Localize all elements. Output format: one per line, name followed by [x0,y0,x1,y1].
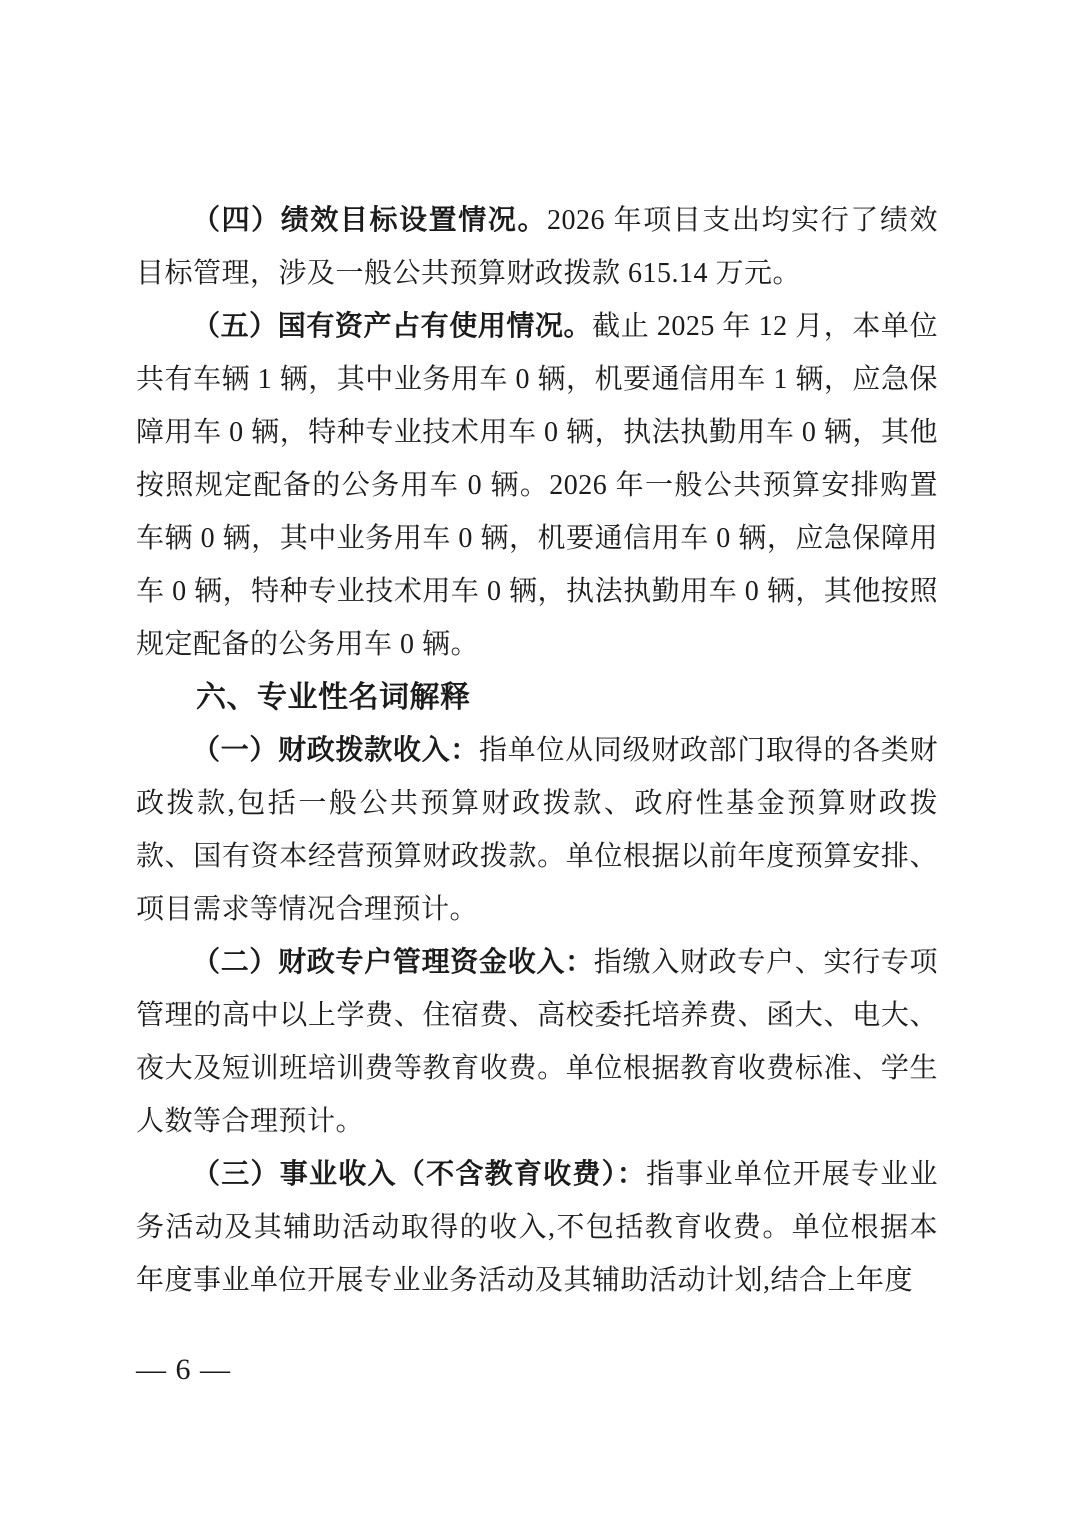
paragraph-term-fiscal-appropriation-income [136,724,938,936]
section-heading-terminology: 六、专业性名词解释 [196,681,471,714]
page-number: — 6 — [136,1353,231,1386]
paragraph-lead-special-account: （二）财政专户管理资金收入： [192,947,594,978]
paragraph-lead-performance-target: （四）绩效目标设置情况。 [192,205,548,236]
paragraph-performance-target-setting [136,194,938,300]
paragraph-term-special-account-funds [136,936,938,1148]
paragraph-text-special-account: 指缴入财政专户、实行专项管理的高中以上学费、住宿费、高校委托培养费、函大、电大、夜大及短训班培训费等教育收费。单位根据教育收费标准、学生人数等合理预计。 [136,947,938,1137]
paragraph-text-institutional-income: 指事业单位开展专业业务活动及其辅助活动取得的收入,不包括教育收费。单位根据本年度事业单位开展专业业务活动及其辅助活动计划,结合上年度 [136,1159,938,1296]
paragraph-lead-institutional-income: （三）事业收入（不含教育收费）： [192,1159,647,1190]
document-body [136,194,938,1307]
paragraph-text-fiscal-appropriation: 指单位从同级财政部门取得的各类财政拨款,包括一般公共预算财政拨款、政府性基金预算财政拨款、国有资本经营预算财政拨款。单位根据以前年度预算安排、项目需求等情况合理预计。 [136,735,938,925]
page-footer [136,1350,231,1390]
paragraph-text-state-assets: 截止 2025 年 12 月，本单位共有车辆 1 辆，其中业务用车 0 辆，机要通信用车 1 辆，应急保障用车 0 辆，特种专业技术用车 0 辆，执法执勤用车 0 辆，其他按照规定配备的公务用车 0 辆。2026 年一般公共预算安排购置车辆 0 辆，其中业务用车 0 辆，机要通信用车 0 辆，应急保障用车 0 辆，特种专业技术用车 0 辆，执法执勤用车 0 辆，其他按照规定配备的公务用车 0 辆。 [136,311,938,660]
paragraph-lead-state-assets: （五）国有资产占有使用情况。 [192,311,593,342]
paragraph-term-institutional-income [136,1148,938,1307]
paragraph-lead-fiscal-appropriation: （一）财政拨款收入： [192,735,479,766]
paragraph-state-assets-usage [136,300,938,671]
paragraph-text-performance-target: 2026 年项目支出均实行了绩效目标管理，涉及一般公共预算财政拨款 615.14 万元。 [136,205,938,289]
